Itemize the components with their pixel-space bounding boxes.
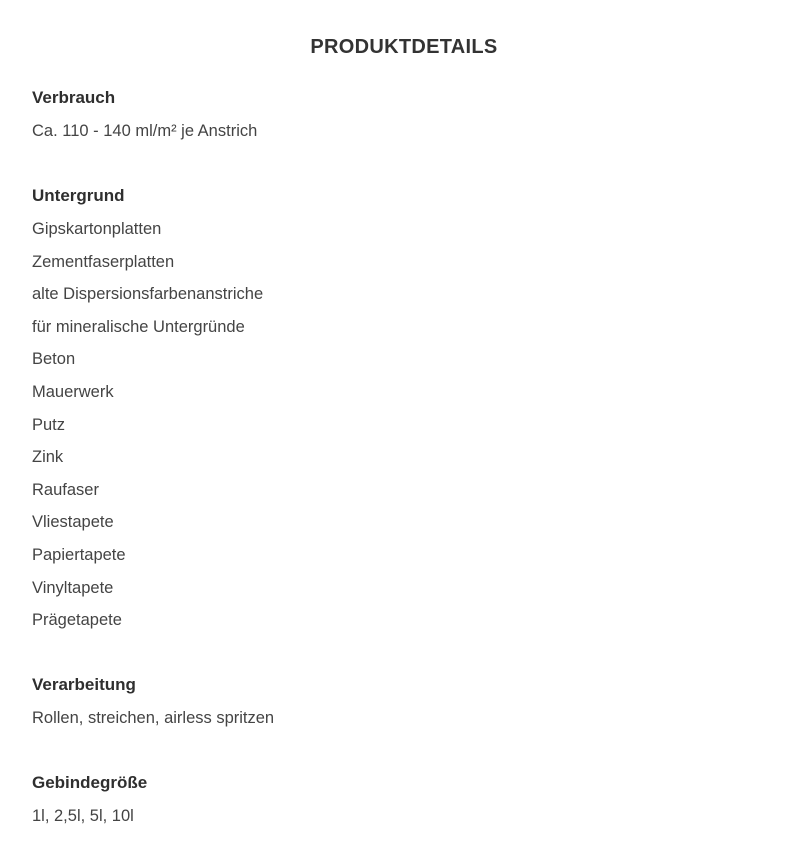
section-verbrauch — [32, 88, 772, 154]
page-title: PRODUKTDETAILS — [310, 36, 498, 58]
list-item: Raufaser — [32, 480, 99, 499]
list-item: Beton — [32, 350, 76, 369]
section-list — [32, 708, 772, 741]
list-item: für mineralische Untergründe — [32, 317, 245, 336]
section-heading: Untergrund — [32, 186, 125, 205]
list-item: Rollen, streichen, airless spritzen — [32, 709, 275, 727]
section-untergrund — [32, 186, 772, 643]
section-verarbeitung — [32, 675, 772, 741]
section-heading: Verarbeitung — [32, 675, 136, 694]
section-list — [32, 121, 772, 154]
list-item: Putz — [32, 415, 66, 434]
list-item: Vliestapete — [32, 513, 114, 532]
list-item: Vinyltapete — [32, 578, 114, 597]
section-list — [32, 806, 772, 839]
section-heading: Gebindegröße — [32, 773, 148, 792]
list-item: Mauerwerk — [32, 382, 114, 401]
list-item: Ca. 110 - 140 ml/m² je Anstrich — [32, 122, 258, 140]
list-item: Zementfaserplatten — [32, 252, 175, 271]
section-list — [32, 219, 772, 643]
list-item: alte Dispersionsfarbenanstriche — [32, 285, 264, 304]
list-item: Zink — [32, 448, 64, 467]
list-item: 1l, 2,5l, 5l, 10l — [32, 807, 134, 825]
section-gebindegroesse — [32, 773, 772, 839]
list-item: Papiertapete — [32, 545, 126, 564]
section-heading: Verbrauch — [32, 88, 116, 107]
list-item: Prägetapete — [32, 611, 122, 630]
list-item: Gipskartonplatten — [32, 220, 162, 238]
